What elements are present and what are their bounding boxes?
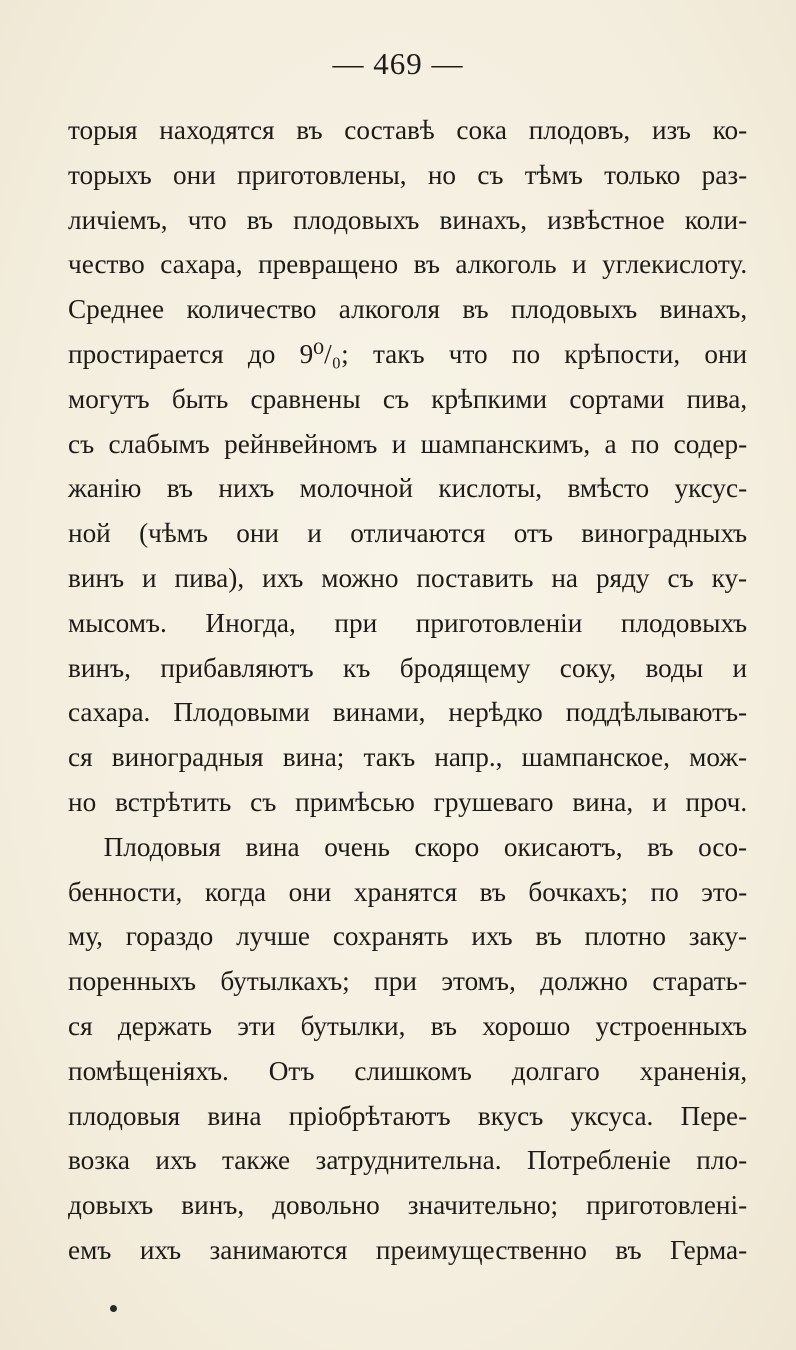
text-line: довыхъ винъ, довольно значительно; приготовлені- [68, 1189, 748, 1221]
text-line: винъ, прибавляютъ къ бродящему соку, воды и [68, 651, 748, 683]
text-line: простирается до 9⁰/₀; такъ что по крѣпости, они [68, 337, 748, 369]
text-line: бенности, когда они хранятся въ бочкахъ; по это- [68, 875, 748, 907]
text-line: поренныхъ бутылкахъ; при этомъ, должно старать- [68, 965, 748, 997]
text-line: съ слабымъ рейнвейномъ и шампанскимъ, а по содер- [68, 427, 748, 459]
text-line: помѣщеніяхъ. Отъ слишкомъ долгаго храненія, [68, 1054, 748, 1086]
text-line: му, гораздо лучше сохранять ихъ въ плотно заку- [68, 920, 748, 952]
text-line: сахара. Плодовыми винами, нерѣдко поддѣлываютъ- [68, 696, 748, 728]
text-line: мысомъ. Иногда, при приготовленіи плодовыхъ [68, 606, 748, 638]
page-number: — 469 — [332, 46, 464, 81]
text-line: ся виноградныя вина; такъ напр., шампанское, мож- [68, 741, 748, 773]
text-line: личіемъ, что въ плодовыхъ винахъ, извѣстное коли- [68, 203, 748, 235]
text-line: возка ихъ также затруднительна. Потребленіе пло- [68, 1144, 748, 1176]
text-line: винъ и пива), ихъ можно поставить на ряду съ ку- [68, 561, 748, 593]
text-line: ной (чѣмъ они и отличаются отъ виноградныхъ [68, 517, 748, 549]
text-line: Среднее количество алкоголя въ плодовыхъ винахъ, [68, 293, 748, 325]
text-line: Плодовыя вина очень скоро окисаютъ, въ осо- [103, 830, 748, 862]
text-line: но встрѣтить съ примѣсью грушеваго вина, и проч. [68, 785, 748, 817]
text-line: могутъ быть сравнены съ крѣпкими сортами пива, [68, 382, 748, 414]
text-line: ся держать эти бутылки, въ хорошо устроенныхъ [68, 1009, 748, 1041]
text-line: торыя находятся въ составѣ сока плодовъ, изъ ко- [68, 114, 748, 145]
text-line: жанію въ нихъ молочной кислоты, вмѣсто уксус- [68, 472, 748, 504]
text-line: чество сахара, превращено въ алкоголь и углекислоту. [68, 248, 748, 280]
text-line: торыхъ они приготовлены, но съ тѣмъ только раз- [68, 158, 748, 190]
body-text [68, 108, 754, 1273]
text-line: плодовыя вина пріобрѣтаютъ вкусъ уксуса. Пере- [68, 1099, 748, 1131]
ink-dot [110, 1305, 117, 1312]
text-line: емъ ихъ занимаются преимущественно въ Герма- [68, 1233, 748, 1265]
